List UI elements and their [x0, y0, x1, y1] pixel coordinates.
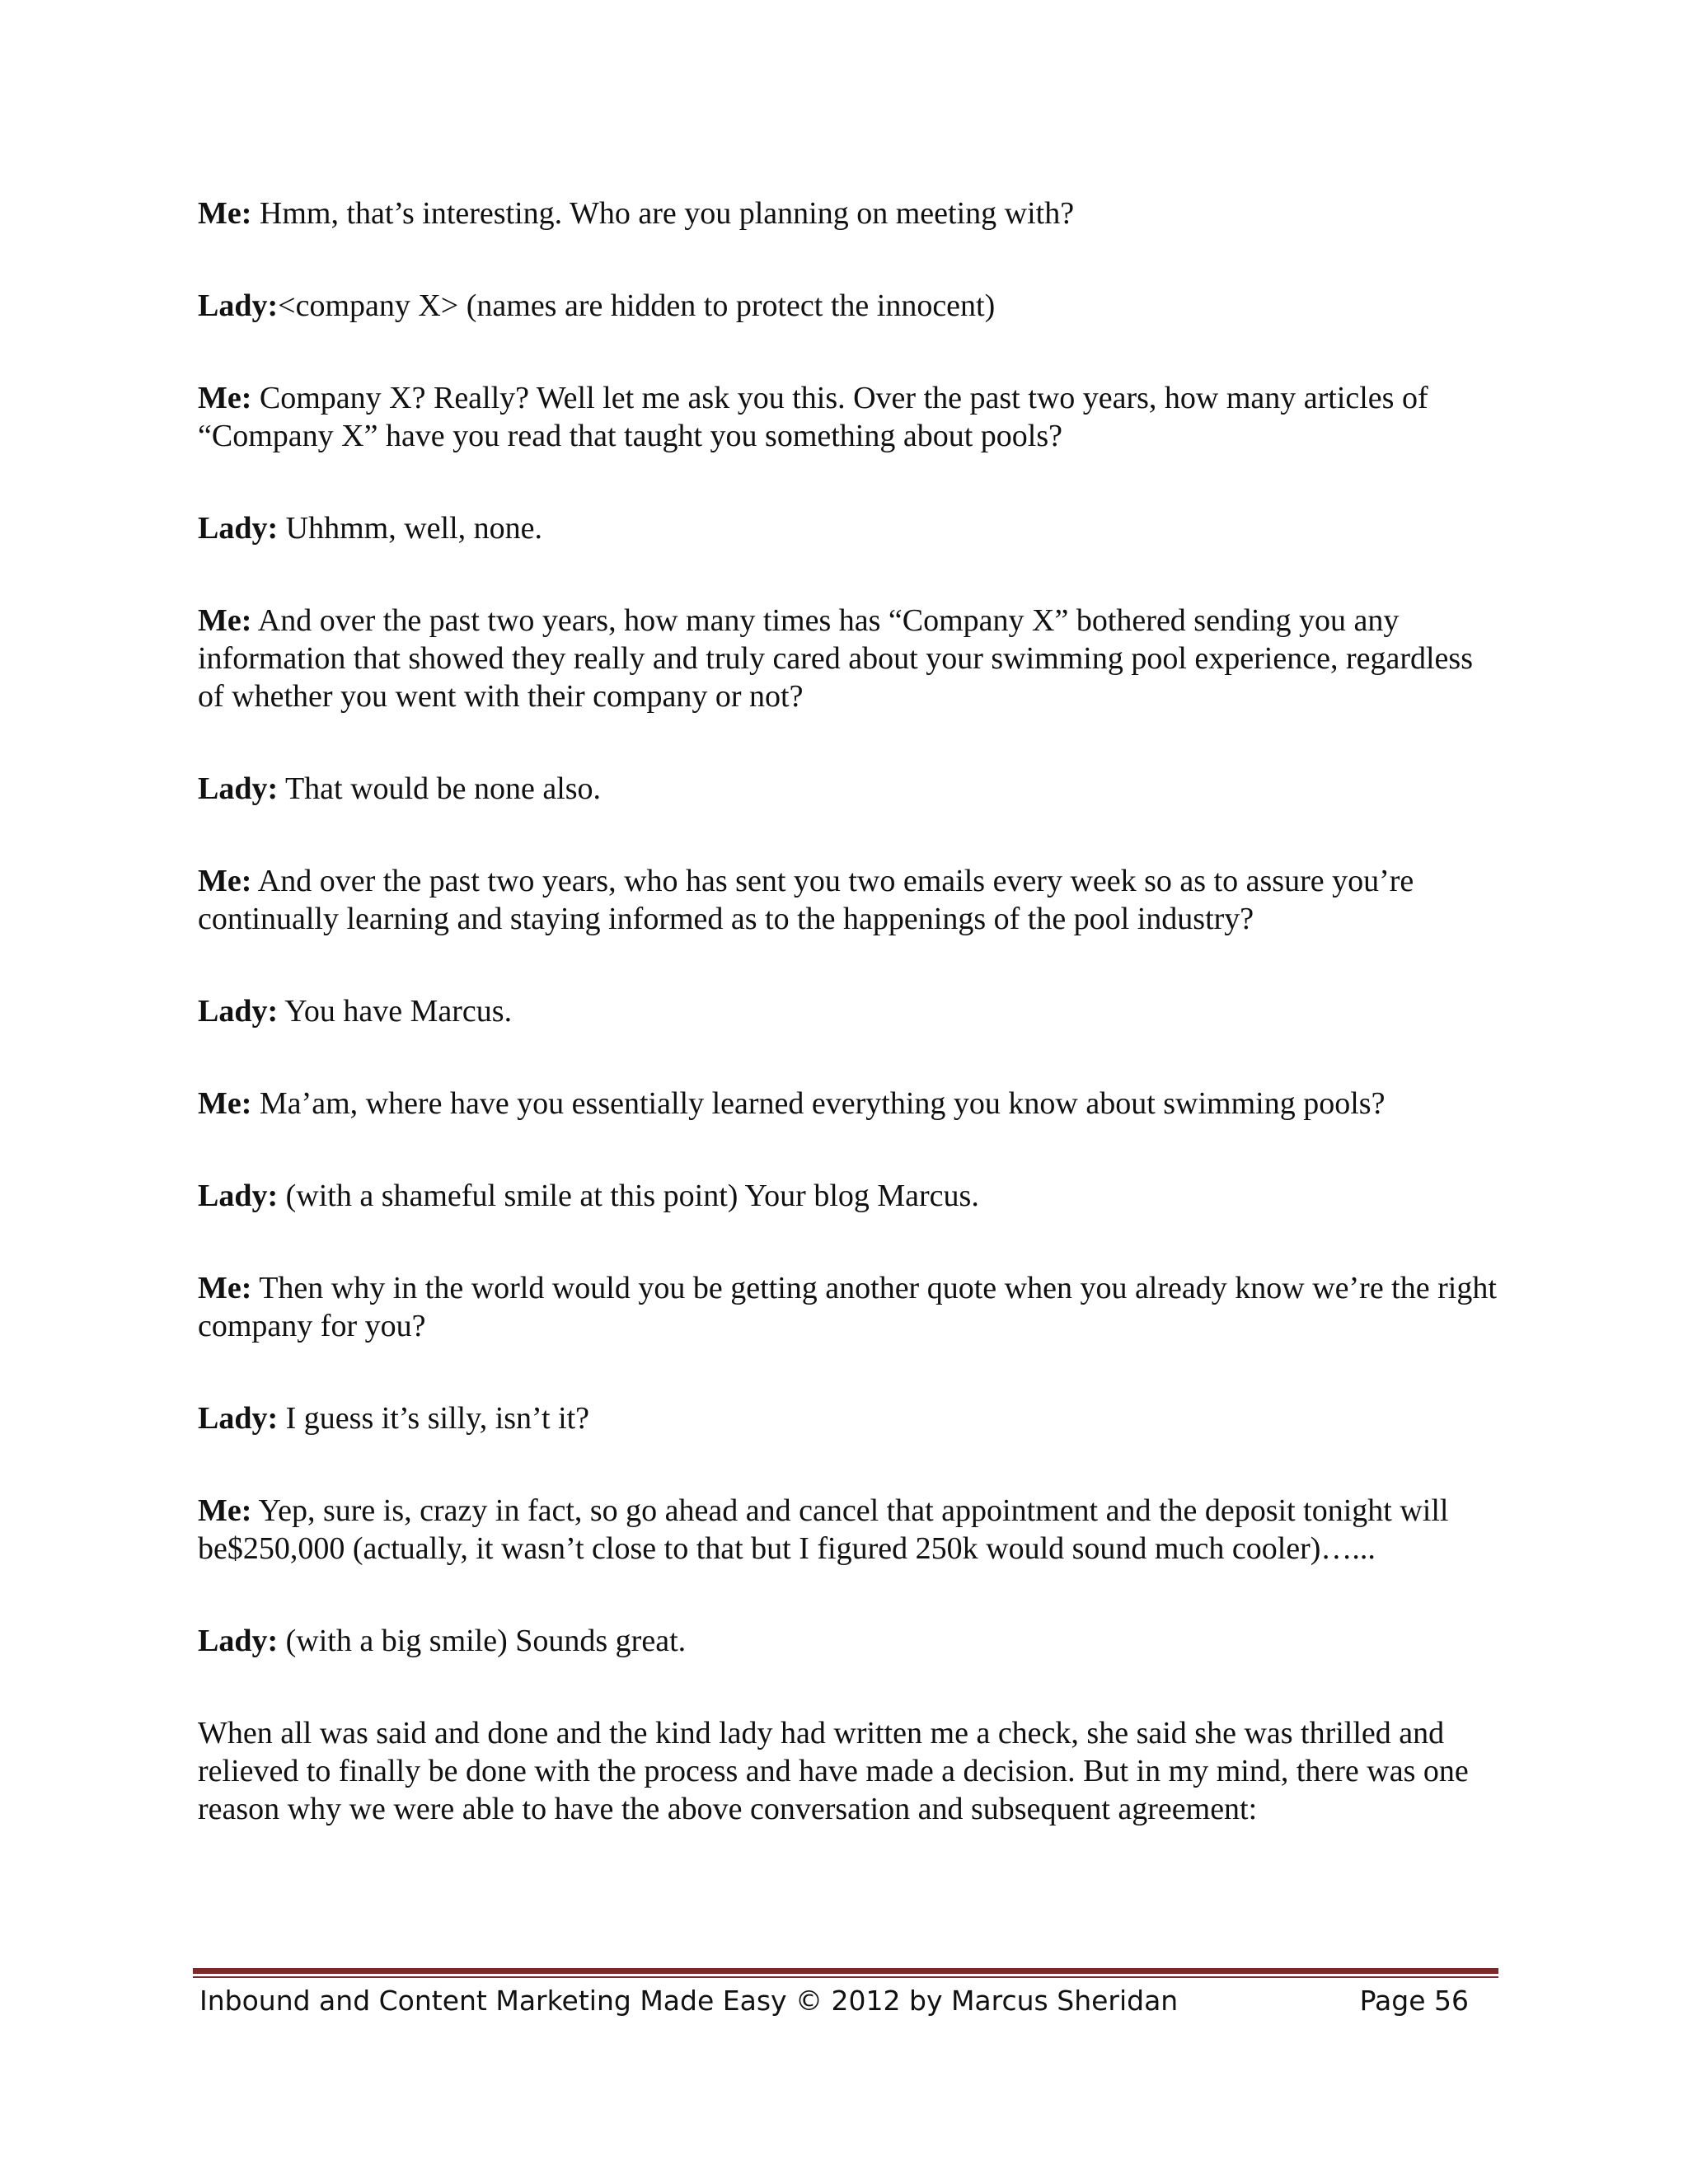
dialogue-line: [198, 770, 1500, 808]
speaker-label: Lady:: [198, 1401, 279, 1436]
footer-rule-thick: [193, 1968, 1498, 1974]
dialogue-line: [198, 862, 1500, 938]
dialogue-text: That would be none also.: [278, 771, 602, 806]
dialogue-text: (with a big smile) Sounds great.: [278, 1624, 687, 1658]
dialogue-line: [198, 509, 1500, 547]
dialogue-line: [198, 1177, 1500, 1215]
dialogue-line: [198, 379, 1500, 455]
dialogue-line: [198, 1085, 1500, 1122]
page-footer: [199, 1980, 1469, 2022]
speaker-label: Lady:: [198, 1624, 279, 1658]
dialogue-line: [198, 1622, 1500, 1660]
speaker-label: Lady:: [198, 994, 279, 1029]
dialogue-line: [198, 1492, 1500, 1568]
dialogue-text: <company X> (names are hidden to protect the innocent): [278, 288, 996, 323]
page-body: [198, 194, 1500, 1882]
page-number: Page 56: [1359, 1985, 1469, 2017]
speaker-label: Lady:: [198, 511, 279, 546]
dialogue-line: [198, 602, 1500, 715]
dialogue-text: Company X? Really? Well let me ask you this. Over the past two years, how many articles of “Company X” have you read that taught you something about pools?: [198, 381, 1428, 453]
footer-rule: [193, 1968, 1498, 1980]
dialogue-text: Then why in the world would you be getting another quote when you already know we’re the right company for you?: [198, 1271, 1497, 1343]
footer-rule-thin: [193, 1976, 1498, 1978]
dialogue-line: [198, 1269, 1500, 1345]
closing-paragraph: When all was said and done and the kind lady had written me a check, she said she was thrilled and relieved to finally be done with the process and have made a decision. But in my mind, there was one reason why we were able to have the above conversation and subsequent agreement:: [198, 1716, 1469, 1826]
dialogue-text: And over the past two years, who has sent you two emails every week so as to assure you’re continually learning and staying informed as to the happenings of the pool industry?: [198, 864, 1414, 936]
dialogue-text: You have Marcus.: [278, 994, 513, 1029]
speaker-label: Me:: [198, 1271, 252, 1305]
dialogue-text: Hmm, that’s interesting. Who are you planning on meeting with?: [251, 196, 1075, 231]
dialogue-text: Ma’am, where have you essentially learned everything you know about swimming pools?: [251, 1086, 1386, 1121]
speaker-label: Me:: [198, 1493, 252, 1528]
dialogue-line: [198, 1399, 1500, 1437]
dialogue-text: Yep, sure is, crazy in fact, so go ahead and cancel that appointment and the deposit tonight will be$250,000 (actually, it wasn’t close to that but I figured 250k would sound much cooler)…...: [198, 1493, 1449, 1566]
footer-copyright: Inbound and Content Marketing Made Easy © 2012 by Marcus Sheridan: [199, 1985, 1179, 2017]
dialogue-line: [198, 992, 1500, 1030]
dialogue-text: And over the past two years, how many times has “Company X” bothered sending you any information that showed they really and truly cared about your swimming pool experience, regardless of whether you went with their company or not?: [198, 603, 1473, 714]
speaker-label: Lady:: [198, 288, 279, 323]
dialogue-text: I guess it’s silly, isn’t it?: [278, 1401, 590, 1436]
speaker-label: Lady:: [198, 771, 279, 806]
speaker-label: Me:: [198, 603, 252, 638]
speaker-label: Lady:: [198, 1179, 279, 1213]
dialogue-line: [198, 194, 1500, 232]
dialogue-line: [198, 287, 1500, 325]
speaker-label: Me:: [198, 196, 252, 231]
speaker-label: Me:: [198, 864, 252, 898]
dialogue-text: (with a shameful smile at this point) Your blog Marcus.: [278, 1179, 979, 1213]
speaker-label: Me:: [198, 381, 252, 415]
speaker-label: Me:: [198, 1086, 252, 1121]
dialogue-text: Uhhmm, well, none.: [278, 511, 542, 546]
